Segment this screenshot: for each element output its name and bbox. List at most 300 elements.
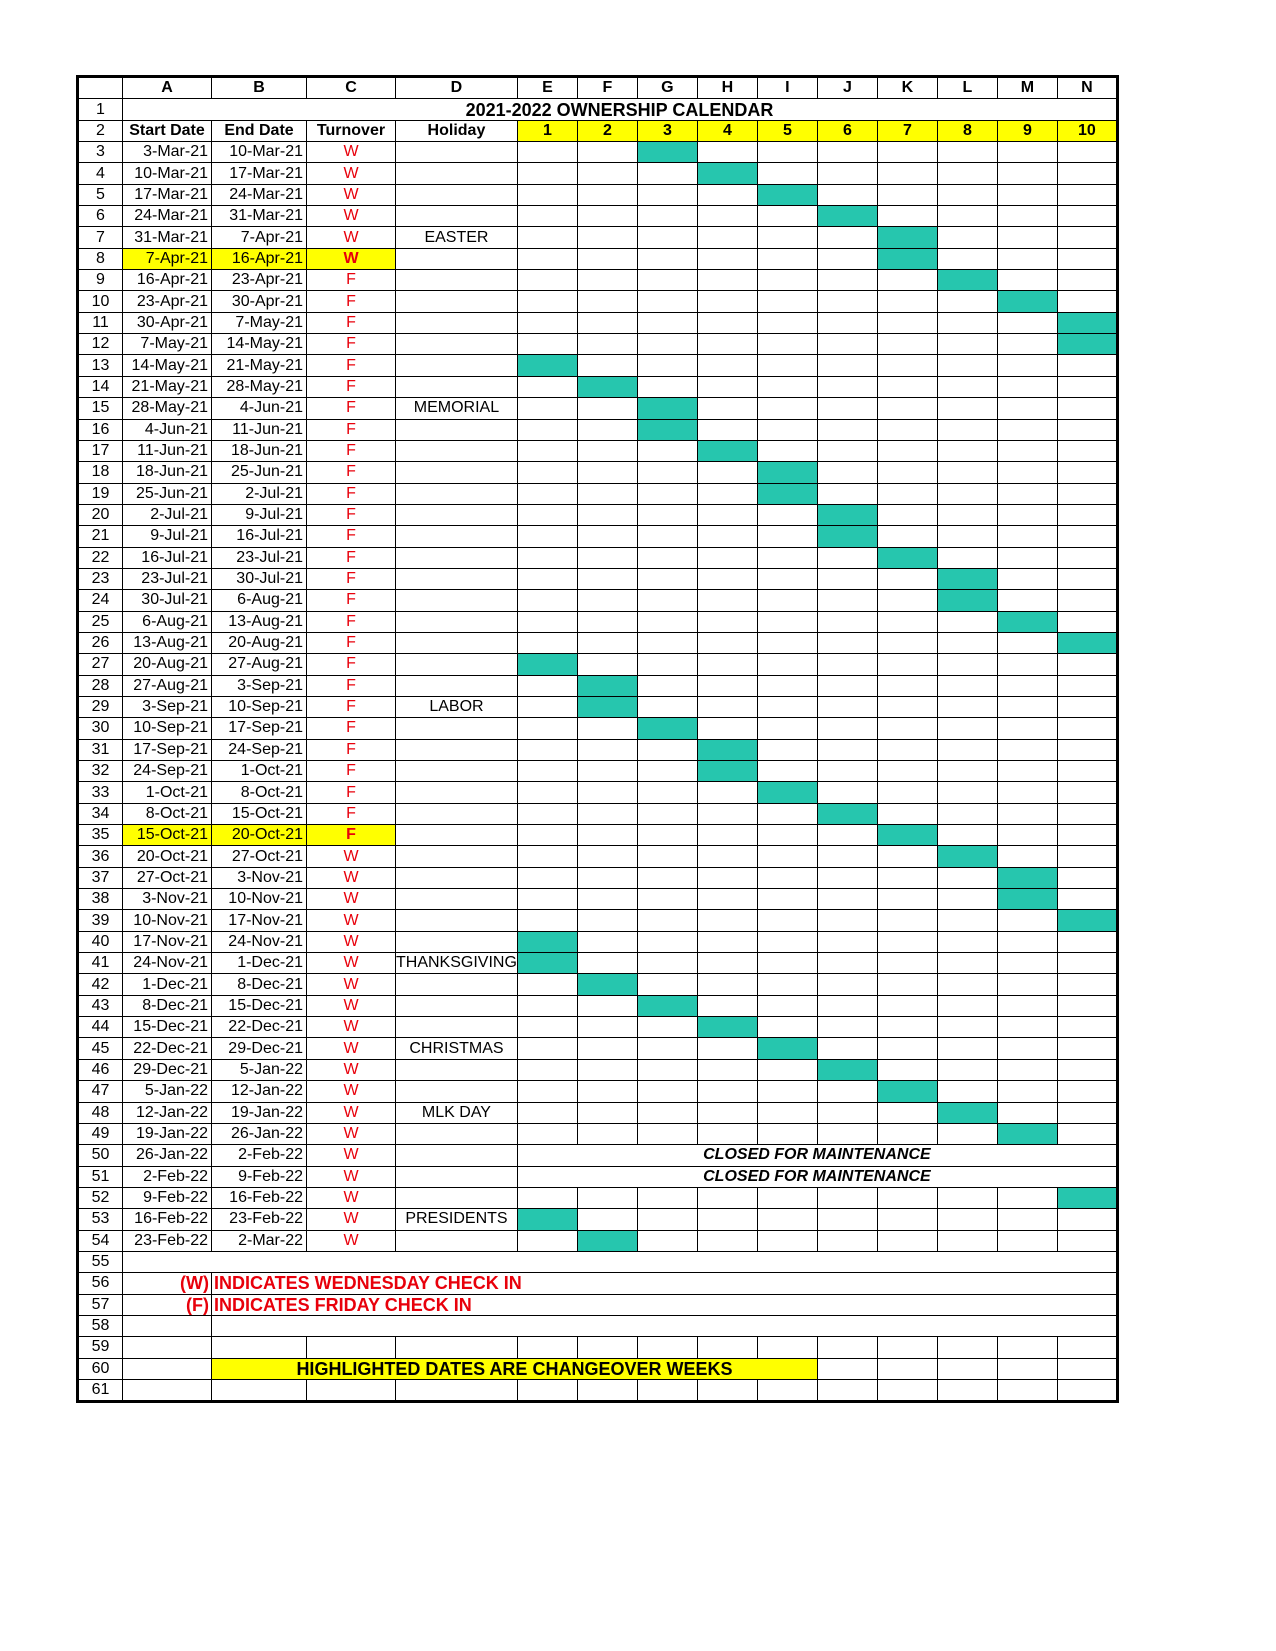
unit-cell xyxy=(637,163,697,184)
closed-for-maintenance-cell: CLOSED FOR MAINTENANCE xyxy=(517,1166,1117,1187)
blank-cell xyxy=(307,1379,396,1401)
changeover-note: HIGHLIGHTED DATES ARE CHANGEOVER WEEKS xyxy=(212,1358,818,1379)
start-date-cell: 27-Aug-21 xyxy=(123,675,212,696)
unit-cell xyxy=(817,1209,877,1230)
row-number: 29 xyxy=(78,696,123,717)
unit-cell xyxy=(997,931,1057,952)
unit-cell xyxy=(817,974,877,995)
unit-week-marker xyxy=(997,867,1057,888)
blank-cell xyxy=(877,1358,937,1379)
row-number: 9 xyxy=(78,270,123,291)
table-row xyxy=(78,889,1118,910)
table-row xyxy=(78,248,1118,269)
end-date-cell: 22-Dec-21 xyxy=(212,1017,307,1038)
unit-week-marker xyxy=(577,675,637,696)
unit-cell xyxy=(997,654,1057,675)
end-date-cell: 11-Jun-21 xyxy=(212,419,307,440)
unit-cell xyxy=(517,398,577,419)
turnover-cell: F xyxy=(307,568,396,589)
end-date-cell: 7-Apr-21 xyxy=(212,227,307,248)
table-row xyxy=(78,803,1118,824)
unit-cell xyxy=(1057,931,1117,952)
unit-number-header: 4 xyxy=(697,120,757,141)
blank-cell xyxy=(817,1337,877,1358)
unit-cell xyxy=(637,931,697,952)
unit-cell xyxy=(997,526,1057,547)
unit-cell xyxy=(577,398,637,419)
unit-cell xyxy=(817,718,877,739)
table-row xyxy=(78,1123,1118,1144)
start-date-cell: 24-Sep-21 xyxy=(123,761,212,782)
unit-cell xyxy=(1057,227,1117,248)
row-number: 25 xyxy=(78,611,123,632)
table-row xyxy=(78,825,1118,846)
unit-cell xyxy=(637,376,697,397)
unit-cell xyxy=(757,1187,817,1208)
unit-cell xyxy=(817,825,877,846)
start-date-cell: 2-Feb-22 xyxy=(123,1166,212,1187)
turnover-cell: F xyxy=(307,718,396,739)
unit-cell xyxy=(637,206,697,227)
table-row xyxy=(78,761,1118,782)
blank-cell xyxy=(212,1315,1118,1336)
unit-week-marker xyxy=(757,483,817,504)
holiday-cell xyxy=(396,568,518,589)
unit-week-marker xyxy=(757,462,817,483)
row-number: 8 xyxy=(78,248,123,269)
unit-cell xyxy=(577,995,637,1016)
page-title: 2021-2022 OWNERSHIP CALENDAR xyxy=(123,99,1118,120)
unit-week-marker xyxy=(877,547,937,568)
turnover-cell: W xyxy=(307,910,396,931)
row-number: 14 xyxy=(78,376,123,397)
blank-cell xyxy=(1057,1337,1117,1358)
unit-cell xyxy=(517,846,577,867)
row-number: 6 xyxy=(78,206,123,227)
unit-cell xyxy=(877,398,937,419)
row-number: 46 xyxy=(78,1059,123,1080)
unit-cell xyxy=(817,312,877,333)
unit-cell xyxy=(637,334,697,355)
unit-cell xyxy=(517,568,577,589)
turnover-cell: W xyxy=(307,206,396,227)
unit-cell xyxy=(877,1123,937,1144)
unit-cell xyxy=(937,440,997,461)
legend-f-text: INDICATES FRIDAY CHECK IN xyxy=(212,1294,1118,1315)
unit-cell xyxy=(877,334,937,355)
unit-cell xyxy=(577,1187,637,1208)
end-date-cell: 2-Feb-22 xyxy=(212,1145,307,1166)
holiday-cell xyxy=(396,1187,518,1208)
unit-cell xyxy=(1057,654,1117,675)
unit-cell xyxy=(577,739,637,760)
unit-cell xyxy=(877,1017,937,1038)
unit-cell xyxy=(517,526,577,547)
holiday-cell xyxy=(396,590,518,611)
turnover-cell: F xyxy=(307,547,396,568)
start-date-cell: 30-Jul-21 xyxy=(123,590,212,611)
holiday-cell xyxy=(396,248,518,269)
row-number: 7 xyxy=(78,227,123,248)
unit-cell xyxy=(997,995,1057,1016)
blank-cell xyxy=(697,1337,757,1358)
turnover-cell: F xyxy=(307,462,396,483)
start-date-cell: 25-Jun-21 xyxy=(123,483,212,504)
unit-cell xyxy=(937,163,997,184)
table-row xyxy=(78,504,1118,525)
unit-cell xyxy=(817,632,877,653)
unit-cell xyxy=(697,419,757,440)
unit-cell xyxy=(517,142,577,163)
unit-cell xyxy=(697,867,757,888)
unit-cell xyxy=(577,1081,637,1102)
table-row xyxy=(78,782,1118,803)
holiday-cell xyxy=(396,419,518,440)
unit-cell xyxy=(577,825,637,846)
row-number: 17 xyxy=(78,440,123,461)
blank-cell xyxy=(123,1337,212,1358)
unit-cell xyxy=(817,398,877,419)
blank-cell xyxy=(212,1337,307,1358)
holiday-cell xyxy=(396,312,518,333)
holiday-cell xyxy=(396,270,518,291)
end-date-cell: 18-Jun-21 xyxy=(212,440,307,461)
unit-cell xyxy=(1057,355,1117,376)
table-row xyxy=(78,355,1118,376)
unit-cell xyxy=(997,334,1057,355)
blank-cell xyxy=(637,1379,697,1401)
unit-cell xyxy=(1057,1209,1117,1230)
start-date-cell: 17-Sep-21 xyxy=(123,739,212,760)
row-number: 32 xyxy=(78,761,123,782)
start-date-cell: 10-Nov-21 xyxy=(123,910,212,931)
unit-cell xyxy=(517,248,577,269)
unit-cell xyxy=(637,440,697,461)
unit-cell xyxy=(637,611,697,632)
unit-cell xyxy=(1057,718,1117,739)
unit-cell xyxy=(937,248,997,269)
turnover-cell: W xyxy=(307,1102,396,1123)
row-number: 31 xyxy=(78,739,123,760)
turnover-cell: W xyxy=(307,142,396,163)
unit-cell xyxy=(637,248,697,269)
start-date-cell: 28-May-21 xyxy=(123,398,212,419)
holiday-cell xyxy=(396,654,518,675)
unit-cell xyxy=(877,1102,937,1123)
blank-cell xyxy=(517,1379,577,1401)
row-number: 23 xyxy=(78,568,123,589)
unit-cell xyxy=(517,910,577,931)
unit-number-header: 3 xyxy=(637,120,697,141)
unit-cell xyxy=(637,462,697,483)
unit-cell xyxy=(877,312,937,333)
unit-cell xyxy=(697,227,757,248)
unit-cell xyxy=(817,547,877,568)
row-number: 59 xyxy=(78,1337,123,1358)
holiday-cell xyxy=(396,1123,518,1144)
unit-week-marker xyxy=(697,1017,757,1038)
unit-cell xyxy=(817,184,877,205)
end-date-cell: 9-Feb-22 xyxy=(212,1166,307,1187)
holiday-cell: MLK DAY xyxy=(396,1102,518,1123)
holiday-cell xyxy=(396,825,518,846)
column-letter: L xyxy=(937,77,997,99)
unit-cell xyxy=(757,1123,817,1144)
table-row xyxy=(78,163,1118,184)
column-letter: J xyxy=(817,77,877,99)
holiday-cell xyxy=(396,440,518,461)
start-date-cell: 31-Mar-21 xyxy=(123,227,212,248)
end-date-cell: 4-Jun-21 xyxy=(212,398,307,419)
unit-week-marker xyxy=(877,248,937,269)
unit-cell xyxy=(637,1059,697,1080)
unit-cell xyxy=(517,739,577,760)
unit-cell xyxy=(577,782,637,803)
turnover-cell: F xyxy=(307,675,396,696)
unit-week-marker xyxy=(817,504,877,525)
holiday-cell xyxy=(396,355,518,376)
blank-cell xyxy=(577,1337,637,1358)
turnover-cell: F xyxy=(307,440,396,461)
unit-cell xyxy=(937,1187,997,1208)
unit-week-marker xyxy=(637,142,697,163)
holiday-cell xyxy=(396,1059,518,1080)
unit-cell xyxy=(1057,376,1117,397)
unit-cell xyxy=(1057,1017,1117,1038)
unit-cell xyxy=(697,931,757,952)
start-date-cell: 16-Apr-21 xyxy=(123,270,212,291)
table-row xyxy=(78,547,1118,568)
table-row xyxy=(78,1038,1118,1059)
holiday-cell xyxy=(396,974,518,995)
row-number: 21 xyxy=(78,526,123,547)
holiday-cell xyxy=(396,782,518,803)
unit-cell xyxy=(817,889,877,910)
unit-cell xyxy=(697,654,757,675)
unit-cell xyxy=(817,376,877,397)
unit-week-marker xyxy=(1057,1187,1117,1208)
unit-cell xyxy=(577,419,637,440)
unit-week-marker xyxy=(1057,632,1117,653)
turnover-cell: W xyxy=(307,1166,396,1187)
start-date-cell: 29-Dec-21 xyxy=(123,1059,212,1080)
start-date-cell: 6-Aug-21 xyxy=(123,611,212,632)
unit-week-marker xyxy=(937,1102,997,1123)
unit-cell xyxy=(817,739,877,760)
unit-cell xyxy=(757,611,817,632)
unit-cell xyxy=(877,761,937,782)
unit-cell xyxy=(1057,825,1117,846)
start-date-cell: 15-Oct-21 xyxy=(123,825,212,846)
unit-cell xyxy=(1057,547,1117,568)
unit-cell xyxy=(757,590,817,611)
unit-cell xyxy=(937,889,997,910)
unit-cell xyxy=(877,376,937,397)
unit-cell xyxy=(997,1059,1057,1080)
unit-cell xyxy=(697,889,757,910)
turnover-cell: F xyxy=(307,334,396,355)
unit-cell xyxy=(697,1059,757,1080)
unit-cell xyxy=(577,526,637,547)
unit-week-marker xyxy=(1057,910,1117,931)
unit-cell xyxy=(937,825,997,846)
unit-cell xyxy=(877,1209,937,1230)
unit-cell xyxy=(937,462,997,483)
unit-cell xyxy=(817,867,877,888)
blank-cell xyxy=(123,1379,212,1401)
row-number: 26 xyxy=(78,632,123,653)
unit-week-marker xyxy=(577,696,637,717)
unit-cell xyxy=(877,611,937,632)
start-date-header: Start Date xyxy=(123,120,212,141)
unit-cell xyxy=(517,184,577,205)
unit-cell xyxy=(817,995,877,1016)
unit-cell xyxy=(517,1187,577,1208)
turnover-cell: F xyxy=(307,696,396,717)
unit-cell xyxy=(577,355,637,376)
unit-cell xyxy=(757,803,817,824)
unit-cell xyxy=(577,654,637,675)
unit-cell xyxy=(997,483,1057,504)
column-letter: A xyxy=(123,77,212,99)
turnover-cell: W xyxy=(307,184,396,205)
row-number: 13 xyxy=(78,355,123,376)
unit-cell xyxy=(1057,1038,1117,1059)
holiday-cell xyxy=(396,675,518,696)
unit-cell xyxy=(877,654,937,675)
row-number: 42 xyxy=(78,974,123,995)
column-letter: F xyxy=(577,77,637,99)
start-date-cell: 14-May-21 xyxy=(123,355,212,376)
footer-row xyxy=(78,1379,1118,1401)
unit-cell xyxy=(817,291,877,312)
unit-cell xyxy=(1057,590,1117,611)
blank-cell xyxy=(577,1379,637,1401)
table-row xyxy=(78,376,1118,397)
unit-cell xyxy=(1057,504,1117,525)
unit-cell xyxy=(757,526,817,547)
unit-cell xyxy=(577,291,637,312)
closed-for-maintenance-cell: CLOSED FOR MAINTENANCE xyxy=(517,1145,1117,1166)
unit-cell xyxy=(697,504,757,525)
unit-cell xyxy=(997,632,1057,653)
unit-cell xyxy=(1057,846,1117,867)
unit-cell xyxy=(937,782,997,803)
unit-week-marker xyxy=(577,974,637,995)
table-row xyxy=(78,1081,1118,1102)
unit-cell xyxy=(877,718,937,739)
holiday-cell xyxy=(396,803,518,824)
unit-cell xyxy=(997,142,1057,163)
start-date-cell: 16-Feb-22 xyxy=(123,1209,212,1230)
unit-cell xyxy=(1057,1081,1117,1102)
end-date-cell: 24-Mar-21 xyxy=(212,184,307,205)
unit-cell xyxy=(697,718,757,739)
end-date-cell: 10-Sep-21 xyxy=(212,696,307,717)
table-row xyxy=(78,1209,1118,1230)
unit-cell xyxy=(877,675,937,696)
unit-cell xyxy=(757,632,817,653)
row-number: 4 xyxy=(78,163,123,184)
unit-cell xyxy=(637,846,697,867)
row-number: 45 xyxy=(78,1038,123,1059)
unit-cell xyxy=(637,1123,697,1144)
unit-cell xyxy=(697,632,757,653)
unit-cell xyxy=(697,910,757,931)
table-row xyxy=(78,590,1118,611)
end-date-cell: 19-Jan-22 xyxy=(212,1102,307,1123)
table-row xyxy=(78,419,1118,440)
end-date-cell: 1-Oct-21 xyxy=(212,761,307,782)
row-number: 22 xyxy=(78,547,123,568)
unit-cell xyxy=(877,632,937,653)
turnover-cell: F xyxy=(307,504,396,525)
unit-week-marker xyxy=(877,1081,937,1102)
unit-cell xyxy=(937,1209,997,1230)
unit-cell xyxy=(877,867,937,888)
unit-cell xyxy=(937,398,997,419)
start-date-cell: 20-Aug-21 xyxy=(123,654,212,675)
unit-cell xyxy=(1057,782,1117,803)
start-date-cell: 7-Apr-21 xyxy=(123,248,212,269)
unit-cell xyxy=(577,227,637,248)
turnover-cell: F xyxy=(307,483,396,504)
unit-cell xyxy=(937,1230,997,1251)
turnover-cell: F xyxy=(307,782,396,803)
unit-cell xyxy=(1057,1230,1117,1251)
unit-cell xyxy=(1057,142,1117,163)
unit-cell xyxy=(517,547,577,568)
unit-cell xyxy=(577,568,637,589)
unit-cell xyxy=(817,227,877,248)
legend-w-key: (W) xyxy=(123,1273,212,1294)
table-row xyxy=(78,142,1118,163)
unit-cell xyxy=(757,440,817,461)
unit-cell xyxy=(757,889,817,910)
holiday-cell: EASTER xyxy=(396,227,518,248)
row-number: 50 xyxy=(78,1145,123,1166)
unit-cell xyxy=(817,611,877,632)
unit-cell xyxy=(517,803,577,824)
holiday-cell xyxy=(396,142,518,163)
corner-cell xyxy=(78,77,123,99)
holiday-cell: MEMORIAL xyxy=(396,398,518,419)
start-date-cell: 3-Nov-21 xyxy=(123,889,212,910)
unit-cell xyxy=(817,696,877,717)
unit-cell xyxy=(697,1102,757,1123)
footer-row xyxy=(78,1251,1118,1272)
start-date-cell: 26-Jan-22 xyxy=(123,1145,212,1166)
unit-cell xyxy=(1057,1102,1117,1123)
legend-row-f xyxy=(78,1294,1118,1315)
row-number: 16 xyxy=(78,419,123,440)
unit-cell xyxy=(1057,398,1117,419)
unit-cell xyxy=(937,696,997,717)
unit-cell xyxy=(757,291,817,312)
row-number: 18 xyxy=(78,462,123,483)
unit-cell xyxy=(517,1038,577,1059)
start-date-cell: 1-Dec-21 xyxy=(123,974,212,995)
unit-cell xyxy=(577,953,637,974)
unit-cell xyxy=(697,995,757,1016)
blank-cell xyxy=(212,1379,307,1401)
unit-cell xyxy=(517,270,577,291)
unit-cell xyxy=(757,739,817,760)
end-date-cell: 15-Oct-21 xyxy=(212,803,307,824)
column-letter: E xyxy=(517,77,577,99)
unit-week-marker xyxy=(877,227,937,248)
unit-cell xyxy=(937,803,997,824)
